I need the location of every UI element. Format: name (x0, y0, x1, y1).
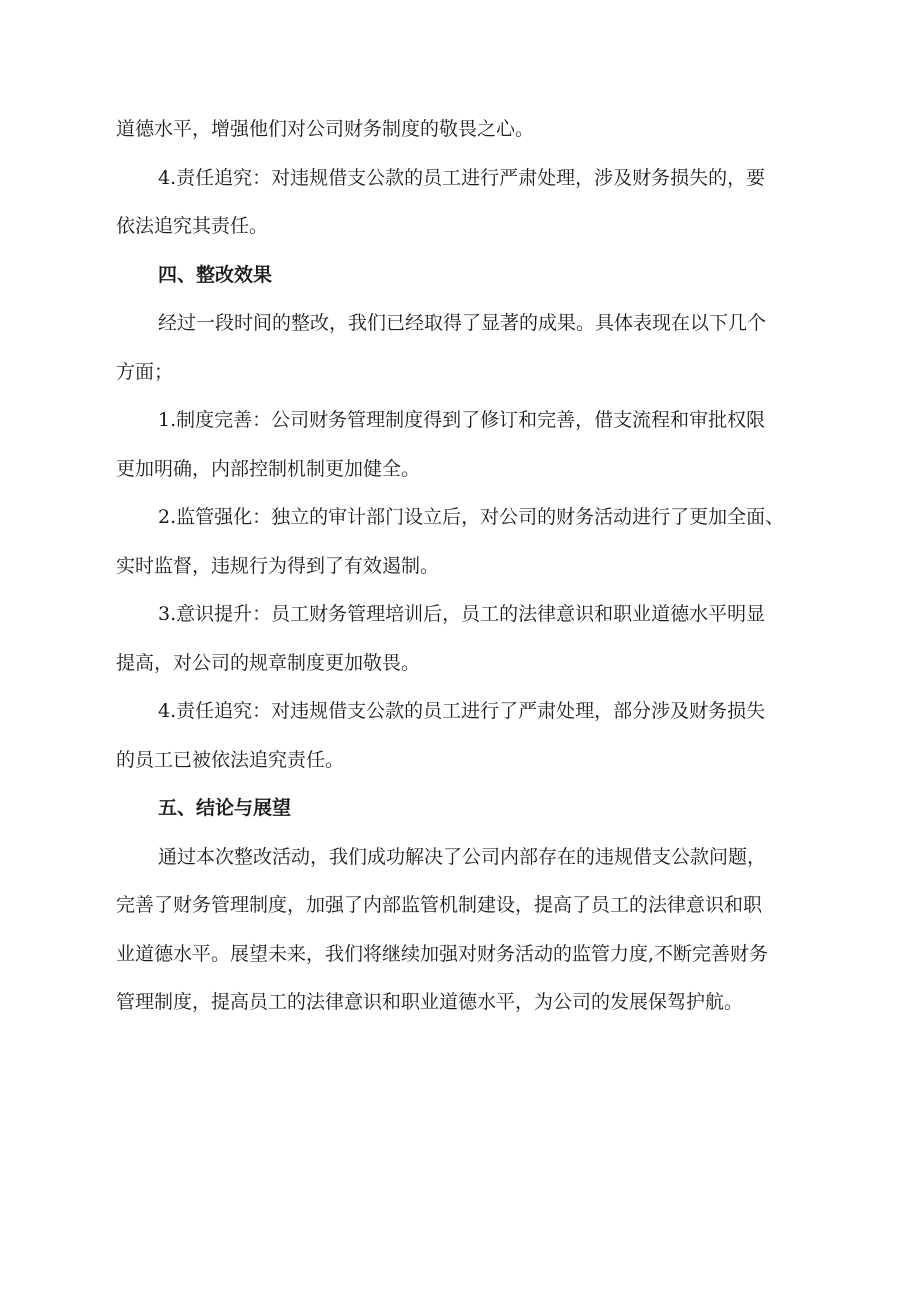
paragraph-line: 管理制度，提高员工的法律意识和职业道德水平，为公司的发展保驾护航。 (116, 991, 744, 1013)
list-item-line: 4.责任追究：对违规借支公款的员工进行了严肃处理，部分涉及财务损失 (158, 700, 766, 722)
paragraph-line: 方面； (116, 360, 174, 383)
list-item-line: 实时监督，违规行为得到了有效遏制。 (116, 554, 440, 577)
paragraph-line: 4.责任追究：对违规借支公款的员工进行严肃处理，涉及财务损失的，要 (158, 166, 766, 189)
section-heading: 四、整改效果 (158, 263, 273, 286)
paragraph-line: 经过一段时间的整改，我们已经取得了显著的成果。具体表现在以下几个 (158, 312, 767, 334)
paragraph-line: 业道德水平。展望未来，我们将继续加强对财务活动的监管力度,不断完善财务 (116, 942, 769, 965)
paragraph-line: 依法追究其责任。 (116, 215, 269, 237)
section-heading: 五、结论与展望 (158, 797, 292, 819)
list-item-line: 3.意识提升：员工财务管理培训后，员工的法律意识和职业道德水平明显 (158, 603, 766, 625)
document-page (116, 105, 804, 1027)
list-item-line: 提高，对公司的规章制度更加敬畏。 (116, 651, 421, 674)
paragraph-line: 完善了财务管理制度，加强了内部监管机制建设，提高了员工的法律意识和职 (116, 894, 763, 916)
list-item-line: 的员工已被依法追究责任。 (116, 748, 345, 771)
list-item-line: 2.监管强化：独立的审计部门设立后，对公司的财务活动进行了更加全面、 (158, 506, 785, 528)
paragraph-line: 道德水平，增强他们对公司财务制度的敬畏之心。 (116, 118, 535, 140)
paragraph-line: 通过本次整改活动，我们成功解决了公司内部存在的违规借支公款问题， (158, 845, 767, 868)
list-item-line: 1.制度完善：公司财务管理制度得到了修订和完善，借支流程和审批权限 (158, 409, 766, 431)
list-item-line: 更加明确，内部控制机制更加健全。 (116, 457, 421, 480)
